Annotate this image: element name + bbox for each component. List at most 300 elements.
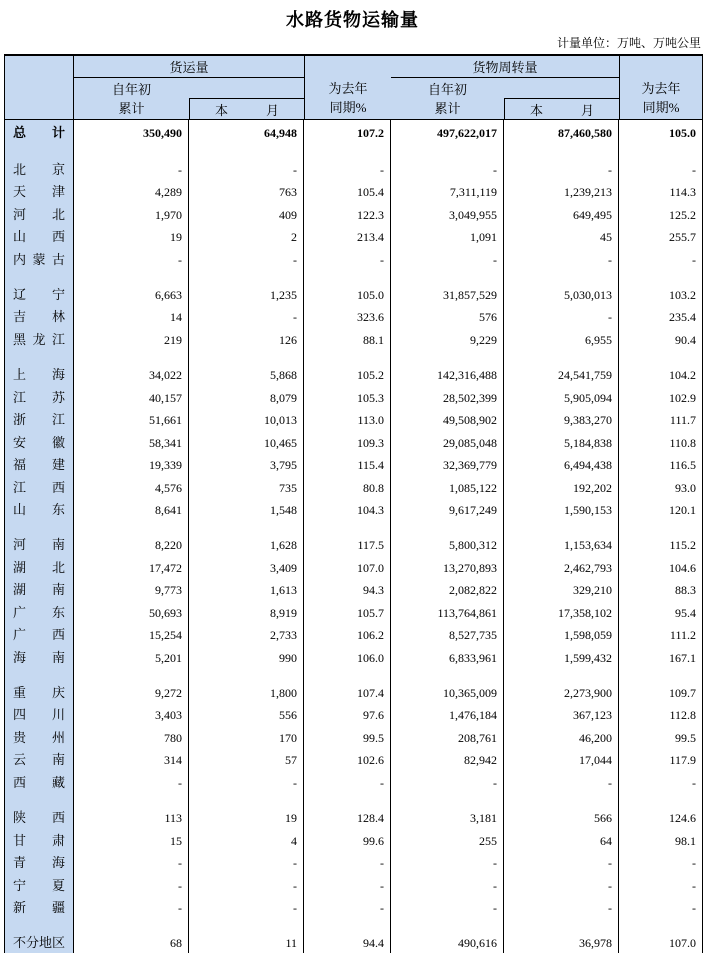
value-cell: 93.0: [675, 480, 696, 495]
turnover-pct-line2: 同期%: [642, 99, 680, 115]
turnover-month-header: [504, 98, 619, 119]
value-cell: [189, 522, 304, 535]
table-row: [5, 409, 702, 432]
value-cell: 105.4: [304, 181, 391, 204]
value-cell: 2,082,822: [391, 579, 504, 602]
value-cell: 97.6: [304, 704, 391, 727]
row-label: 安徽: [5, 432, 74, 455]
value-cell: 24,541,759: [504, 364, 619, 387]
value-cell: 116.5: [669, 458, 696, 473]
value-cell: 1,598,059: [504, 624, 619, 647]
value-cell: 57: [189, 749, 304, 772]
value-cell: 19: [189, 807, 304, 830]
value-cell: -: [504, 852, 619, 875]
value-cell: 490,616: [391, 932, 504, 953]
value-cell: 102.9: [669, 390, 696, 405]
value-cell: 367,123: [504, 704, 619, 727]
table-row: [5, 557, 702, 580]
value-cell: 8,641: [74, 499, 189, 522]
value-cell: 10,013: [189, 409, 304, 432]
table-row: [5, 284, 702, 307]
row-label: 甘肃: [5, 830, 74, 853]
table-row: [5, 852, 702, 875]
value-cell: 576: [391, 306, 504, 329]
value-cell: 219: [74, 329, 189, 352]
value-cell: 94.3: [304, 579, 391, 602]
row-label: 辽宁: [5, 284, 74, 307]
table-row: [5, 807, 702, 830]
value-cell: 1,628: [189, 534, 304, 557]
value-cell: 1,476,184: [391, 704, 504, 727]
value-cell: 8,919: [189, 602, 304, 625]
value-cell: 3,795: [189, 454, 304, 477]
value-cell: 106.0: [304, 647, 391, 670]
value-cell: 497,622,017: [391, 120, 504, 146]
value-cell: 11: [189, 932, 304, 953]
row-label: 浙江: [5, 409, 74, 432]
table-row: [5, 181, 702, 204]
row-label: 山东: [5, 499, 74, 522]
value-cell: 95.4: [675, 605, 696, 620]
table-row: [5, 329, 702, 352]
value-cell: -: [391, 772, 504, 795]
table-row: [5, 387, 702, 410]
row-label: [5, 146, 74, 159]
value-cell: 323.6: [304, 306, 391, 329]
table-row: [5, 249, 702, 272]
value-cell: [619, 351, 702, 364]
value-cell: 103.2: [669, 287, 696, 302]
value-cell: -: [692, 162, 696, 177]
value-cell: 329,210: [504, 579, 619, 602]
value-cell: 19,339: [74, 454, 189, 477]
value-cell: -: [189, 875, 304, 898]
value-cell: 99.6: [304, 830, 391, 853]
value-cell: 3,403: [74, 704, 189, 727]
value-cell: -: [304, 159, 391, 182]
value-cell: [391, 669, 504, 682]
value-cell: [74, 146, 189, 159]
table-row: [5, 226, 702, 249]
value-cell: -: [692, 856, 696, 871]
value-cell: [391, 522, 504, 535]
row-label: [5, 351, 74, 364]
row-label: 河北: [5, 204, 74, 227]
value-cell: 90.4: [675, 332, 696, 347]
table-row: [5, 749, 702, 772]
turnover-cum-line2: 累计: [434, 100, 461, 116]
value-cell: -: [504, 249, 619, 272]
spacer-row: [5, 794, 702, 807]
value-cell: [304, 271, 391, 284]
table-row: [5, 727, 702, 750]
value-cell: 110.8: [669, 435, 696, 450]
value-cell: -: [74, 249, 189, 272]
table-row: [5, 204, 702, 227]
value-cell: [74, 351, 189, 364]
value-cell: 58,341: [74, 432, 189, 455]
value-cell: -: [189, 159, 304, 182]
row-label: 河南: [5, 534, 74, 557]
value-cell: 8,220: [74, 534, 189, 557]
value-cell: -: [304, 772, 391, 795]
value-cell: 6,955: [504, 329, 619, 352]
freight-month-label: 本 月: [215, 102, 279, 118]
value-cell: 104.2: [669, 368, 696, 383]
value-cell: 109.7: [669, 685, 696, 700]
waterway-freight-table: [4, 54, 703, 953]
value-cell: 13,270,893: [391, 557, 504, 580]
value-cell: 14: [74, 306, 189, 329]
value-cell: [391, 351, 504, 364]
value-cell: -: [504, 772, 619, 795]
value-cell: [304, 522, 391, 535]
value-cell: -: [391, 249, 504, 272]
freight-cum-line2: 累计: [118, 100, 145, 116]
value-cell: [74, 920, 189, 933]
table-row: [5, 602, 702, 625]
value-cell: 115.4: [304, 454, 391, 477]
row-label: 吉林: [5, 306, 74, 329]
value-cell: 1,800: [189, 682, 304, 705]
value-cell: 1,590,153: [504, 499, 619, 522]
row-label: 内蒙古: [5, 249, 74, 272]
value-cell: 10,465: [189, 432, 304, 455]
value-cell: [504, 146, 619, 159]
value-cell: -: [189, 306, 304, 329]
value-cell: 1,085,122: [391, 477, 504, 500]
spacer-row: [5, 271, 702, 284]
value-cell: 1,970: [74, 204, 189, 227]
value-cell: [189, 794, 304, 807]
table-row: [5, 932, 702, 953]
row-label: 江苏: [5, 387, 74, 410]
value-cell: 9,272: [74, 682, 189, 705]
value-cell: 1,091: [391, 226, 504, 249]
spacer-row: [5, 669, 702, 682]
value-cell: [304, 669, 391, 682]
value-cell: 122.3: [304, 204, 391, 227]
row-label: [5, 669, 74, 682]
value-cell: 94.4: [304, 932, 391, 953]
row-label: 四川: [5, 704, 74, 727]
value-cell: -: [504, 897, 619, 920]
value-cell: 19: [74, 226, 189, 249]
value-cell: -: [74, 772, 189, 795]
value-cell: 87,460,580: [504, 120, 619, 146]
table-row: [5, 579, 702, 602]
value-cell: 105.2: [304, 364, 391, 387]
value-cell: [189, 669, 304, 682]
turnover-cum-line1: 自年初: [427, 81, 467, 97]
value-cell: 28,502,399: [391, 387, 504, 410]
row-label: [5, 522, 74, 535]
value-cell: 780: [74, 727, 189, 750]
value-cell: -: [391, 875, 504, 898]
value-cell: [504, 794, 619, 807]
value-cell: 6,833,961: [391, 647, 504, 670]
value-cell: 4,289: [74, 181, 189, 204]
table-row: [5, 306, 702, 329]
value-cell: 114.3: [669, 185, 696, 200]
value-cell: 82,942: [391, 749, 504, 772]
row-label: 贵州: [5, 727, 74, 750]
value-cell: 649,495: [504, 204, 619, 227]
table-row: [5, 477, 702, 500]
value-cell: -: [74, 159, 189, 182]
value-cell: 1,548: [189, 499, 304, 522]
table-row: [5, 534, 702, 557]
value-cell: 170: [189, 727, 304, 750]
value-cell: [619, 669, 702, 682]
value-cell: 255.7: [669, 230, 696, 245]
value-cell: 68: [74, 932, 189, 953]
value-cell: [619, 920, 702, 933]
value-cell: [189, 146, 304, 159]
freight-pct-line1: 为去年: [328, 80, 368, 96]
value-cell: -: [692, 901, 696, 916]
value-cell: 125.2: [669, 207, 696, 222]
value-cell: -: [504, 159, 619, 182]
value-cell: 208,761: [391, 727, 504, 750]
row-label: [5, 794, 74, 807]
value-cell: [74, 669, 189, 682]
value-cell: 3,049,955: [391, 204, 504, 227]
value-cell: [619, 146, 702, 159]
value-cell: 9,773: [74, 579, 189, 602]
value-cell: [504, 920, 619, 933]
value-cell: 9,617,249: [391, 499, 504, 522]
value-cell: -: [391, 159, 504, 182]
value-cell: 9,383,270: [504, 409, 619, 432]
value-cell: 5,800,312: [391, 534, 504, 557]
value-cell: 98.1: [675, 833, 696, 848]
value-cell: 314: [74, 749, 189, 772]
value-cell: 235.4: [669, 310, 696, 325]
value-cell: -: [74, 897, 189, 920]
row-label: 上海: [5, 364, 74, 387]
value-cell: 111.2: [669, 628, 696, 643]
turnover-pct-line1: 为去年: [641, 80, 681, 96]
value-cell: [391, 271, 504, 284]
value-cell: 128.4: [304, 807, 391, 830]
row-label: 海南: [5, 647, 74, 670]
value-cell: 113,764,861: [391, 602, 504, 625]
table-row: [5, 364, 702, 387]
value-cell: [619, 522, 702, 535]
value-cell: 2,273,900: [504, 682, 619, 705]
spacer-row: [5, 351, 702, 364]
table-row: [5, 499, 702, 522]
row-label: 宁夏: [5, 875, 74, 898]
value-cell: 104.6: [669, 560, 696, 575]
value-cell: 990: [189, 647, 304, 670]
freight-volume-group-header: 货运量: [74, 56, 304, 78]
value-cell: [189, 271, 304, 284]
row-label: 西藏: [5, 772, 74, 795]
value-cell: 735: [189, 477, 304, 500]
row-label: 广西: [5, 624, 74, 647]
row-label: 云南: [5, 749, 74, 772]
value-cell: 15,254: [74, 624, 189, 647]
value-cell: 124.6: [669, 811, 696, 826]
value-cell: 7,311,119: [391, 181, 504, 204]
value-cell: 99.5: [304, 727, 391, 750]
value-cell: -: [504, 306, 619, 329]
value-cell: 17,358,102: [504, 602, 619, 625]
value-cell: 29,085,048: [391, 432, 504, 455]
row-label: 山西: [5, 226, 74, 249]
value-cell: 32,369,779: [391, 454, 504, 477]
value-cell: 1,239,213: [504, 181, 619, 204]
value-cell: -: [74, 875, 189, 898]
value-cell: 167.1: [669, 650, 696, 665]
value-cell: 36,978: [504, 932, 619, 953]
value-cell: -: [304, 249, 391, 272]
value-cell: 49,508,902: [391, 409, 504, 432]
value-cell: [304, 351, 391, 364]
value-cell: 109.3: [304, 432, 391, 455]
corner-cell: [5, 56, 74, 119]
row-label: 陕西: [5, 807, 74, 830]
row-label: 北京: [5, 159, 74, 182]
freight-month-header: [189, 98, 304, 119]
table-row: [5, 159, 702, 182]
value-cell: 409: [189, 204, 304, 227]
value-cell: [619, 794, 702, 807]
row-label: 湖北: [5, 557, 74, 580]
row-label: 福建: [5, 454, 74, 477]
value-cell: 115.2: [669, 538, 696, 553]
value-cell: 106.2: [304, 624, 391, 647]
spacer-row: [5, 522, 702, 535]
value-cell: 4,576: [74, 477, 189, 500]
value-cell: -: [74, 852, 189, 875]
value-cell: 192,202: [504, 477, 619, 500]
value-cell: 45: [504, 226, 619, 249]
value-cell: 8,527,735: [391, 624, 504, 647]
table-row: [5, 120, 702, 146]
value-cell: -: [692, 775, 696, 790]
value-cell: [304, 920, 391, 933]
table-row: [5, 454, 702, 477]
value-cell: [391, 794, 504, 807]
turnover-cumulative-header: [391, 78, 504, 119]
value-cell: -: [391, 897, 504, 920]
value-cell: 113.0: [304, 409, 391, 432]
freight-cumulative-header: [74, 78, 189, 119]
table-row: [5, 897, 702, 920]
value-cell: -: [391, 852, 504, 875]
value-cell: 5,030,013: [504, 284, 619, 307]
row-label: 湖南: [5, 579, 74, 602]
value-cell: 64,948: [189, 120, 304, 146]
value-cell: -: [189, 897, 304, 920]
value-cell: [619, 271, 702, 284]
value-cell: 99.5: [675, 730, 696, 745]
value-cell: [391, 920, 504, 933]
value-cell: 88.1: [304, 329, 391, 352]
table-row: [5, 624, 702, 647]
value-cell: 113: [74, 807, 189, 830]
value-cell: [504, 522, 619, 535]
value-cell: 1,613: [189, 579, 304, 602]
value-cell: 17,044: [504, 749, 619, 772]
table-row: [5, 432, 702, 455]
value-cell: 15: [74, 830, 189, 853]
value-cell: 117.9: [669, 753, 696, 768]
value-cell: [74, 271, 189, 284]
table-row: [5, 647, 702, 670]
page-title: 水路货物运输量: [286, 10, 419, 30]
value-cell: 40,157: [74, 387, 189, 410]
unit-note: 计量单位：万吨、万吨公里: [556, 36, 701, 50]
table-header: [5, 56, 702, 120]
value-cell: 5,201: [74, 647, 189, 670]
value-cell: [189, 351, 304, 364]
value-cell: [504, 271, 619, 284]
value-cell: 46,200: [504, 727, 619, 750]
value-cell: -: [189, 772, 304, 795]
value-cell: -: [692, 252, 696, 267]
table-row: [5, 875, 702, 898]
value-cell: 105.3: [304, 387, 391, 410]
value-cell: 10,365,009: [391, 682, 504, 705]
value-cell: 3,409: [189, 557, 304, 580]
value-cell: 107.2: [304, 120, 391, 146]
value-cell: 50,693: [74, 602, 189, 625]
value-cell: [74, 522, 189, 535]
value-cell: 105.7: [304, 602, 391, 625]
row-label: 不分地区: [5, 932, 74, 953]
value-cell: 9,229: [391, 329, 504, 352]
value-cell: 6,663: [74, 284, 189, 307]
value-cell: 8,079: [189, 387, 304, 410]
value-cell: 105.0: [669, 126, 696, 140]
spacer-row: [5, 920, 702, 933]
value-cell: [304, 794, 391, 807]
value-cell: 5,868: [189, 364, 304, 387]
value-cell: 120.1: [669, 503, 696, 518]
value-cell: 2,462,793: [504, 557, 619, 580]
value-cell: 6,494,438: [504, 454, 619, 477]
value-cell: 104.3: [304, 499, 391, 522]
turnover-pct-header: [619, 56, 702, 119]
value-cell: 88.3: [675, 583, 696, 598]
row-label: [5, 271, 74, 284]
value-cell: 213.4: [304, 226, 391, 249]
row-label: 新疆: [5, 897, 74, 920]
value-cell: 51,661: [74, 409, 189, 432]
value-cell: 117.5: [304, 534, 391, 557]
value-cell: 350,490: [74, 120, 189, 146]
value-cell: 4: [189, 830, 304, 853]
value-cell: 2: [189, 226, 304, 249]
row-label: [5, 920, 74, 933]
value-cell: 126: [189, 329, 304, 352]
value-cell: -: [304, 852, 391, 875]
value-cell: 1,235: [189, 284, 304, 307]
table-row: [5, 682, 702, 705]
table-body: [5, 120, 702, 953]
value-cell: [74, 794, 189, 807]
value-cell: 556: [189, 704, 304, 727]
value-cell: 1,599,432: [504, 647, 619, 670]
value-cell: 107.0: [669, 936, 696, 951]
value-cell: 80.8: [304, 477, 391, 500]
value-cell: 112.8: [669, 708, 696, 723]
spacer-row: [5, 146, 702, 159]
